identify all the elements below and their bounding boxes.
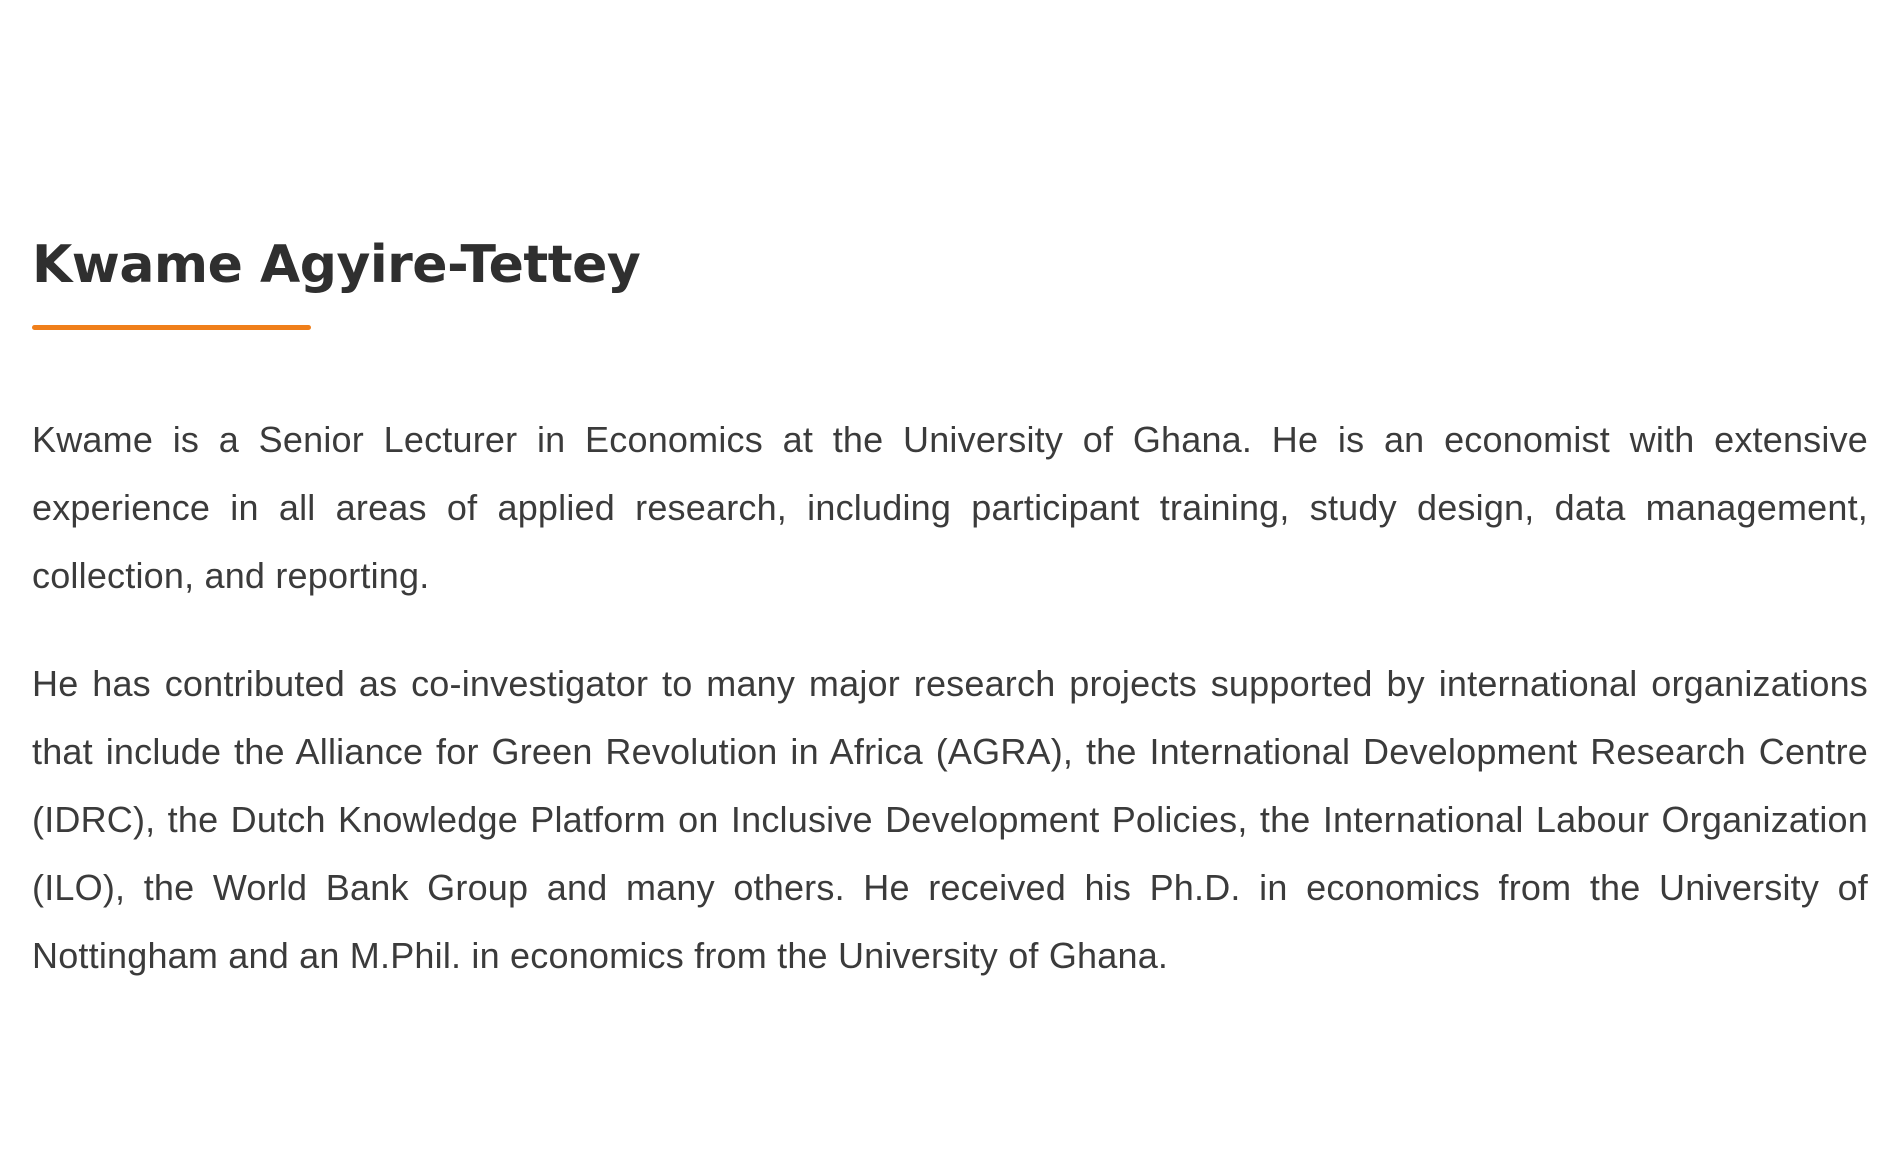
- bio-paragraph: He has contributed as co-investigator to many major research projects supported by international organizations that include the Alliance for Green Revolution in Africa (AGRA), the International Development Research Centre (IDRC), the Dutch Knowledge Platform on Inclusive Development Policies, the International Labour Organization (ILO), the World Bank Group and many others. He received his Ph.D. in economics from the University of Nottingham and an M.Phil. in economics from the University of Ghana.: [32, 663, 1868, 976]
- bio-text: [32, 406, 1868, 990]
- bio-paragraph: Kwame is a Senior Lecturer in Economics at the University of Ghana. He is an economist with extensive experience in all areas of applied research, including participant training, study design, data management, collection, and reporting.: [32, 419, 1868, 596]
- profile-bio-section: [32, 220, 1868, 1030]
- profile-name-heading: Kwame Agyire-Tettey: [32, 235, 641, 295]
- heading-accent-underline: [32, 325, 311, 330]
